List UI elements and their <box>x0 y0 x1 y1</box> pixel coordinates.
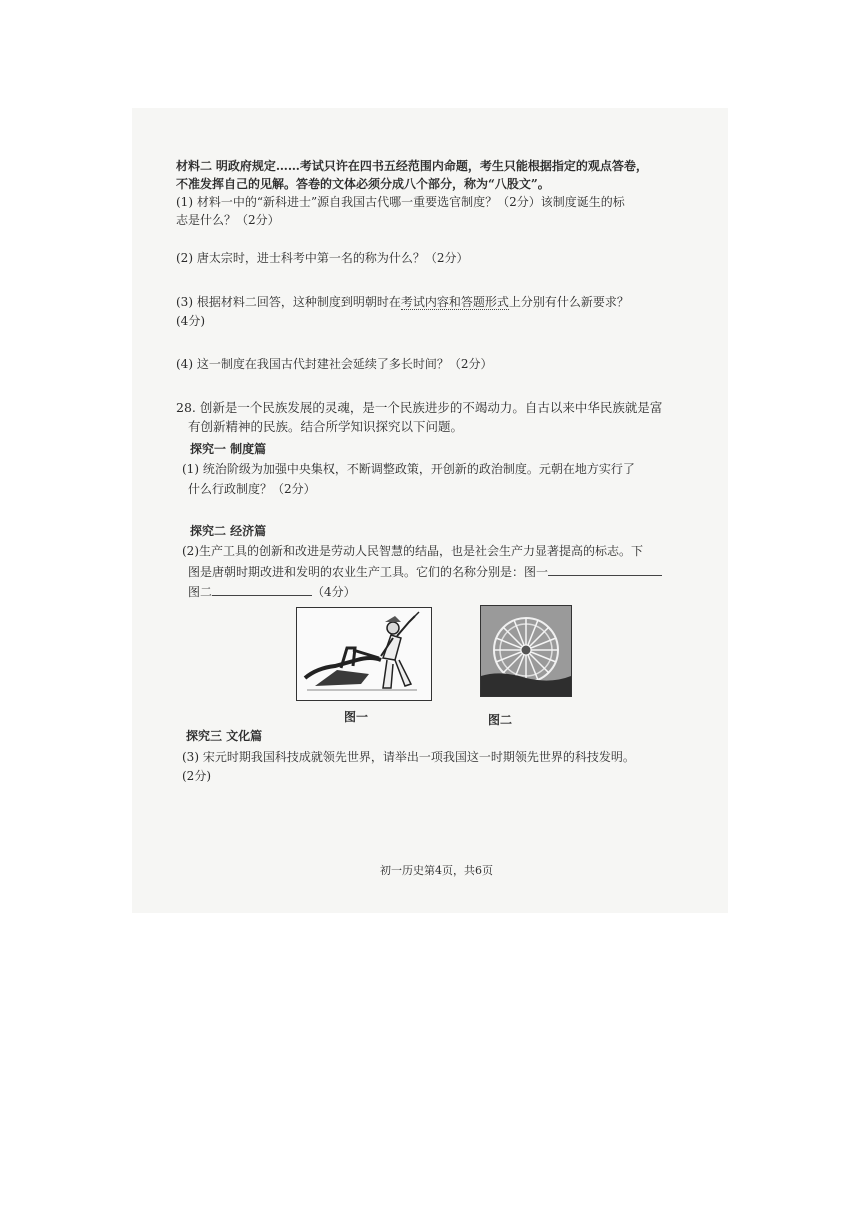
answer-blank-fig1[interactable] <box>548 563 662 576</box>
question3-line1 <box>176 294 629 310</box>
explore2-line2-text: 图是唐朝时期改进和发明的农业生产工具。它们的名称分别是：图一 <box>188 565 549 579</box>
question2: (2) 唐太宗时，进士科考中第一名的称为什么？（2分） <box>176 251 469 265</box>
question3-post: 上分别有什么新要求？ <box>508 295 629 309</box>
question4: (4) 这一制度在我国古代封建社会延续了多长时间？（2分） <box>176 357 493 371</box>
answer-blank-fig2[interactable] <box>212 583 312 596</box>
explore1-line1: (1) 统治阶级为加强中央集权，不断调整政策，开创新的政治制度。元朝在地方实行了 <box>182 462 635 476</box>
page-footer: 初一历史第4页，共6页 <box>380 864 493 877</box>
explore2-line2 <box>188 563 662 580</box>
waterwheel-illustration <box>481 606 571 696</box>
explore2-line3 <box>188 583 356 600</box>
figure1-plough-image <box>296 607 432 701</box>
figure1-caption: 图一 <box>344 710 369 724</box>
explore3-line1: (3) 宋元时期我国科技成就领先世界，请举出一项我国这一时期领先世界的科技发明。 <box>182 750 635 764</box>
plough-illustration <box>297 608 431 700</box>
question3-emphasis: 考试内容和答题形式 <box>400 295 509 309</box>
explore3-heading: 探究三 文化篇 <box>186 729 263 743</box>
material2-line2: 不准发挥自己的见解。答卷的文体必须分成八个部分，称为“八股文”。 <box>176 177 550 191</box>
explore2-line1: (2)生产工具的创新和改进是劳动人民智慧的结晶，也是社会生产力显著提高的标志。下 <box>182 544 644 558</box>
question28-line1: 28. 创新是一个民族发展的灵魂，是一个民族进步的不竭动力。自古以来中华民族就是富 <box>176 400 663 415</box>
scanned-page <box>132 108 728 913</box>
explore2-heading: 探究二 经济篇 <box>190 524 267 538</box>
explore2-points: （4分） <box>312 585 356 599</box>
figure2-caption: 图二 <box>488 713 513 727</box>
explore1-line2: 什么行政制度？（2分） <box>188 482 316 496</box>
explore2-fig2-label: 图二 <box>188 585 213 599</box>
question3-line2: (4分) <box>176 314 205 328</box>
explore1-heading: 探究一 制度篇 <box>190 442 267 456</box>
material2-line1 <box>176 158 648 174</box>
question3-pre: (3) 根据材料二回答，这种制度到明朝时在 <box>176 295 401 309</box>
figure2-waterwheel-image <box>480 605 572 697</box>
explore3-line2: (2分) <box>182 769 211 783</box>
question28-line2: 有创新精神的民族。结合所学知识探究以下问题。 <box>188 419 464 434</box>
question1-line1: (1) 材料一中的“新科进士”源自我国古代哪一重要选官制度？（2分）该制度诞生的标 <box>176 195 625 209</box>
question1-line2: 志是什么？（2分） <box>176 213 280 227</box>
material2-text: 明政府规定……考试只许在四书五经范围内命题，考生只能根据指定的观点答卷， <box>215 159 648 173</box>
material2-label: 材料二 <box>176 159 213 173</box>
